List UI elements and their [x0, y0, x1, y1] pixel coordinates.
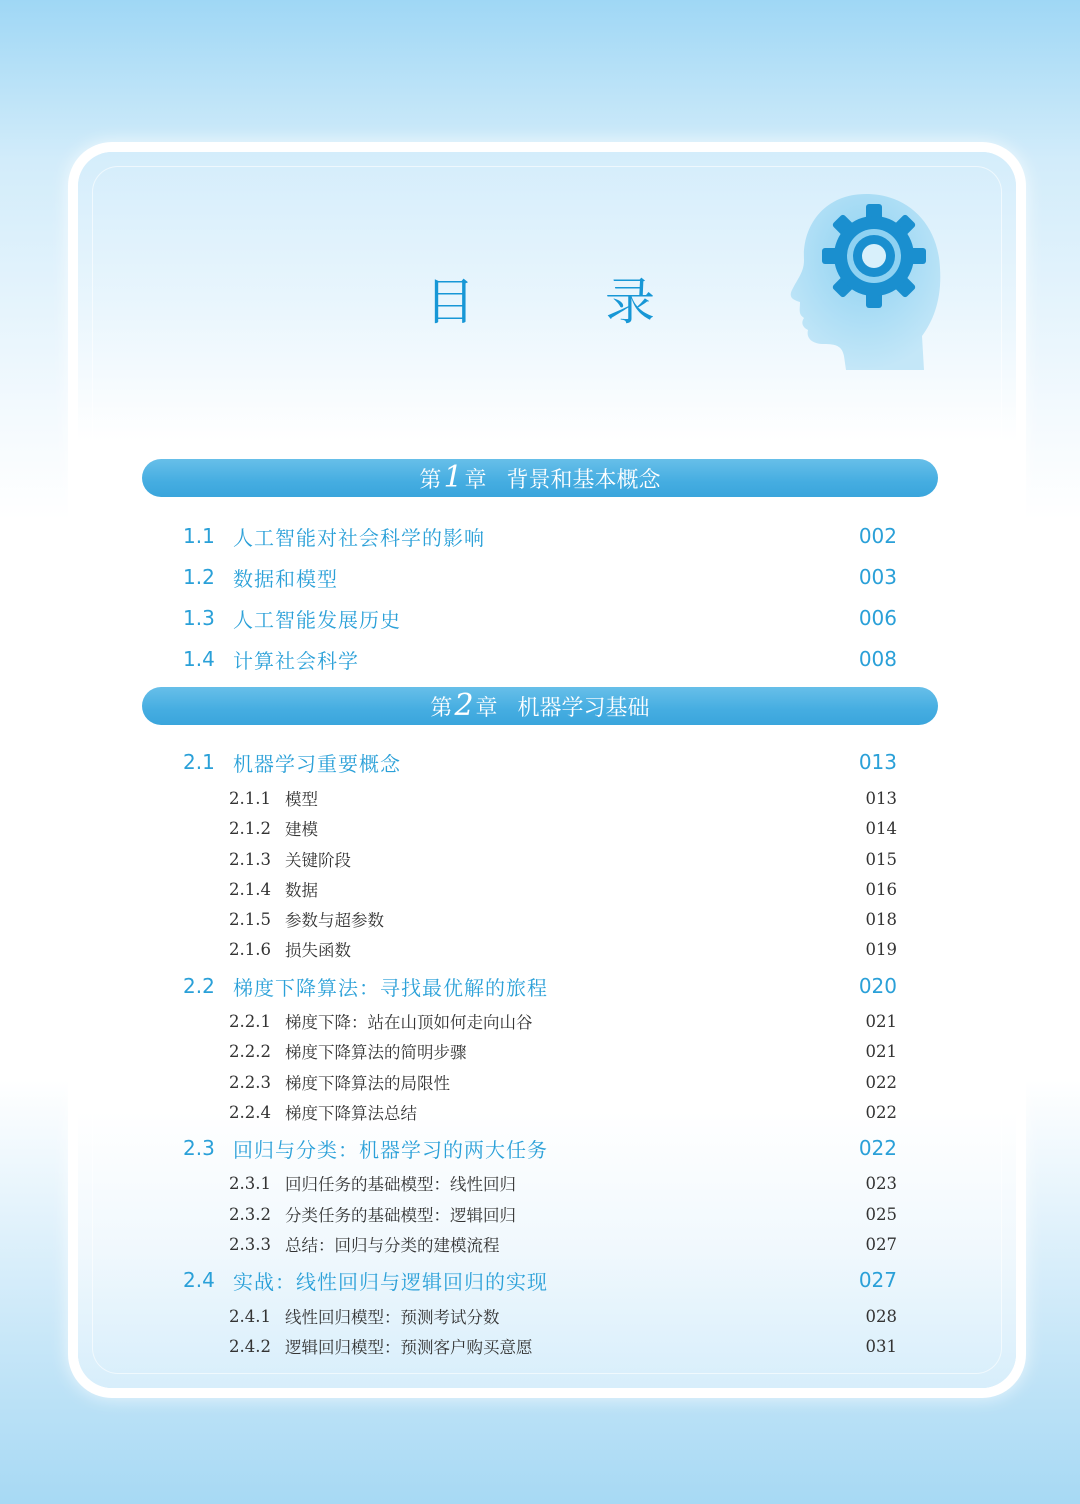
chapter-number: [419, 459, 487, 495]
head-gear-icon: [784, 186, 948, 376]
subsection-title: 建模: [285, 820, 318, 839]
subsection-page: 013: [865, 788, 897, 808]
toc-subsection-2-3-1[interactable]: [229, 1170, 897, 1196]
subsection-page: 025: [865, 1204, 897, 1224]
chapter-title: 背景和基本概念: [506, 467, 661, 493]
subsection-number: 2.3.2: [229, 1204, 271, 1224]
subsection-number: 2.2.4: [229, 1102, 271, 1122]
toc-subsection-2-1-1[interactable]: [229, 785, 897, 811]
subsection-number: 2.3.1: [229, 1173, 271, 1193]
chapter-2-bar[interactable]: [142, 687, 938, 725]
section-number: 2.3: [183, 1136, 215, 1160]
subsection-number: 2.1.1: [229, 788, 271, 808]
subsection-title: 梯度下降算法的简明步骤: [285, 1043, 467, 1062]
subsection-title: 数据: [285, 881, 318, 900]
toc-section-2-1[interactable]: [183, 747, 897, 777]
section-page: 020: [858, 974, 897, 998]
subsection-page: 019: [865, 939, 897, 959]
toc-subsection-2-2-4[interactable]: [229, 1099, 897, 1125]
section-number: 1.4: [183, 647, 215, 671]
subsection-title: 梯度下降算法的局限性: [285, 1074, 450, 1093]
subsection-page: 028: [865, 1306, 897, 1326]
subsection-title: 总结：回归与分类的建模流程: [285, 1236, 500, 1255]
subsection-title: 模型: [285, 790, 318, 809]
toc-section-1-1[interactable]: [183, 521, 897, 551]
toc-section-2-4[interactable]: [183, 1265, 897, 1295]
section-page: 013: [858, 750, 897, 774]
section-number: 2.2: [183, 974, 215, 998]
subsection-page: 021: [865, 1011, 897, 1031]
toc-section-1-4[interactable]: [183, 644, 897, 674]
subsection-page: 022: [865, 1102, 897, 1122]
chapter-prefix: 第: [430, 695, 453, 721]
section-title: 机器学习重要概念: [233, 751, 401, 776]
toc-subsection-2-2-2[interactable]: [229, 1038, 897, 1064]
subsection-number: 2.1.2: [229, 818, 271, 838]
subsection-title: 梯度下降算法总结: [285, 1104, 417, 1123]
section-page: 022: [858, 1136, 897, 1160]
toc-subsection-2-3-2[interactable]: [229, 1201, 897, 1227]
subsection-page: 018: [865, 909, 897, 929]
chapter-number-digit: 2: [454, 687, 474, 723]
chapter-suffix: 章: [464, 467, 487, 493]
chapter-suffix: 章: [475, 695, 498, 721]
section-title: 实战：线性回归与逻辑回归的实现: [233, 1269, 548, 1294]
subsection-page: 027: [865, 1234, 897, 1254]
subsection-page: 015: [865, 849, 897, 869]
section-title: 梯度下降算法：寻找最优解的旅程: [233, 975, 548, 1000]
subsection-number: 2.1.4: [229, 879, 271, 899]
toc-section-2-2[interactable]: [183, 971, 897, 1001]
toc-subsection-2-1-3[interactable]: [229, 846, 897, 872]
section-page: 006: [858, 606, 897, 630]
toc-subsection-2-4-1[interactable]: [229, 1303, 897, 1329]
section-number: 1.2: [183, 565, 215, 589]
subsection-title: 逻辑回归模型：预测客户购买意愿: [285, 1338, 533, 1357]
section-number: 2.4: [183, 1268, 215, 1292]
toc-subsection-2-3-3[interactable]: [229, 1231, 897, 1257]
subsection-title: 线性回归模型：预测考试分数: [285, 1308, 500, 1327]
toc-section-1-2[interactable]: [183, 562, 897, 592]
toc-subsection-2-1-6[interactable]: [229, 936, 897, 962]
chapter-number: [430, 687, 498, 723]
subsection-number: 2.2.3: [229, 1072, 271, 1092]
subsection-title: 回归任务的基础模型：线性回归: [285, 1175, 516, 1194]
toc-subsection-2-1-2[interactable]: [229, 815, 897, 841]
subsection-page: 016: [865, 879, 897, 899]
toc-subsection-2-2-1[interactable]: [229, 1008, 897, 1034]
chapter-number-digit: 1: [443, 459, 463, 495]
page-title: 目 录: [425, 273, 695, 331]
subsection-number: 2.2.2: [229, 1041, 271, 1061]
subsection-number: 2.3.3: [229, 1234, 271, 1254]
section-page: 003: [858, 565, 897, 589]
toc-subsection-2-1-5[interactable]: [229, 906, 897, 932]
subsection-title: 分类任务的基础模型：逻辑回归: [285, 1206, 516, 1225]
subsection-title: 关键阶段: [285, 851, 351, 870]
toc-subsection-2-4-2[interactable]: [229, 1333, 897, 1359]
toc-subsection-2-2-3[interactable]: [229, 1069, 897, 1095]
section-number: 1.1: [183, 524, 215, 548]
section-page: 027: [858, 1268, 897, 1292]
subsection-title: 损失函数: [285, 941, 351, 960]
section-title: 人工智能对社会科学的影响: [233, 525, 485, 550]
chapter-prefix: 第: [419, 467, 442, 493]
section-page: 008: [858, 647, 897, 671]
subsection-number: 2.4.1: [229, 1306, 271, 1326]
toc-section-2-3[interactable]: [183, 1133, 897, 1163]
section-title: 回归与分类：机器学习的两大任务: [233, 1137, 548, 1162]
subsection-title: 梯度下降：站在山顶如何走向山谷: [285, 1013, 533, 1032]
subsection-number: 2.4.2: [229, 1336, 271, 1356]
chapter-1-bar[interactable]: [142, 459, 938, 497]
chapter-title: 机器学习基础: [517, 695, 650, 721]
subsection-number: 2.2.1: [229, 1011, 271, 1031]
subsection-page: 014: [865, 818, 897, 838]
subsection-page: 023: [865, 1173, 897, 1193]
section-title: 计算社会科学: [233, 648, 359, 673]
section-title: 数据和模型: [233, 566, 338, 591]
subsection-page: 021: [865, 1041, 897, 1061]
section-number: 2.1: [183, 750, 215, 774]
section-page: 002: [858, 524, 897, 548]
subsection-number: 2.1.6: [229, 939, 271, 959]
section-number: 1.3: [183, 606, 215, 630]
section-title: 人工智能发展历史: [233, 607, 401, 632]
toc-section-1-3[interactable]: [183, 603, 897, 633]
toc-subsection-2-1-4[interactable]: [229, 876, 897, 902]
subsection-number: 2.1.5: [229, 909, 271, 929]
subsection-page: 031: [865, 1336, 897, 1356]
subsection-page: 022: [865, 1072, 897, 1092]
subsection-number: 2.1.3: [229, 849, 271, 869]
subsection-title: 参数与超参数: [285, 911, 384, 930]
